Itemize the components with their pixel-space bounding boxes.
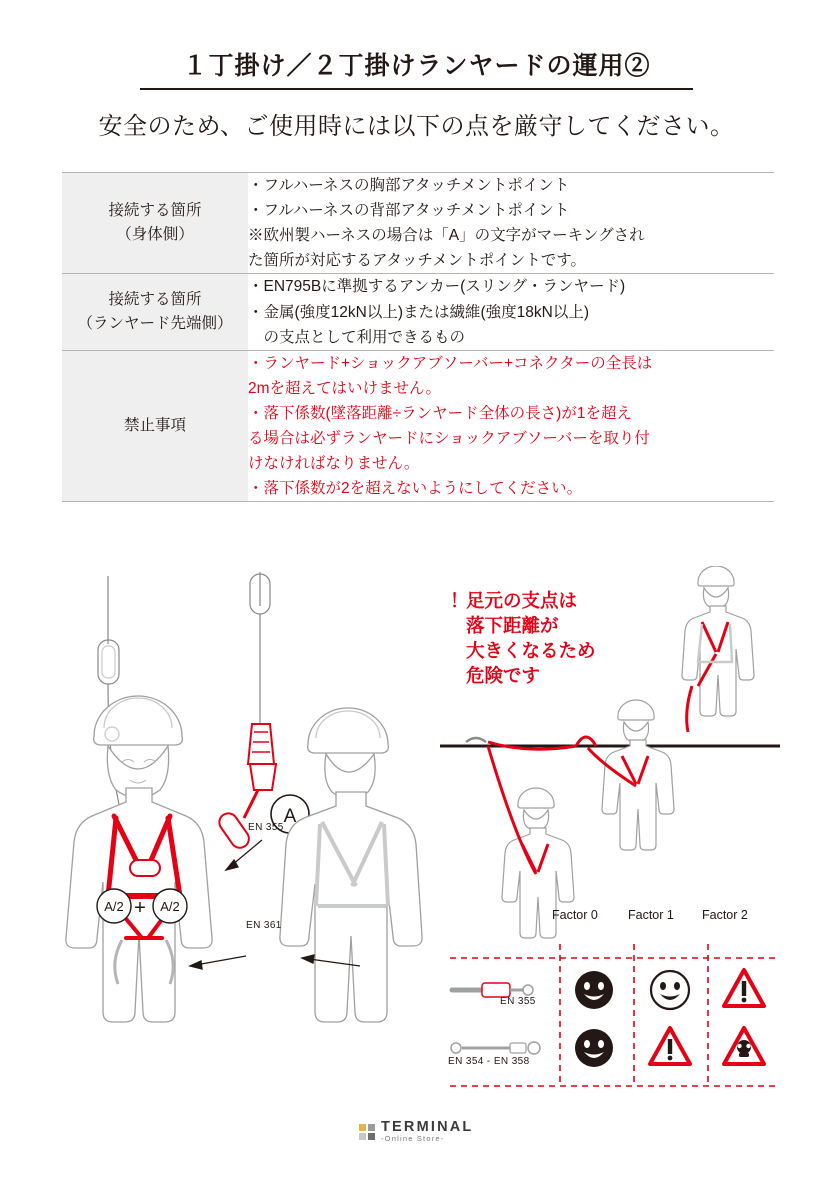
table-cell-line: けなければなりません。 [248, 455, 420, 473]
table-cell-line: の支点として利用できるもの [248, 328, 466, 346]
factor-row2-label: EN 354 - EN 358 [448, 1056, 530, 1067]
factor-row1-label: EN 355 [500, 996, 536, 1007]
table-cell-line: ・落下係数(墜落距離÷ランヤード全体の長さ)が1を超え [248, 404, 632, 422]
table-cell-line: ・EN795Bに準拠するアンカー(スリング・ランヤード) [248, 278, 626, 296]
table-cell-line: ※欧州製ハーネスの場合は「A」の文字がマーキングされ [248, 227, 645, 245]
harness-illustration [30, 566, 450, 1026]
illustration-area [0, 556, 833, 1116]
requirements-table [62, 172, 774, 502]
table-row-header-line: （身体側） [116, 226, 194, 244]
table-cell-line: ・金属(強度12kN以上)または繊維(強度18kN以上) [248, 303, 590, 321]
table-cell-line: ・ランヤード+ショックアブソーバー+コネクターの全長は [248, 354, 653, 372]
warning-line: 足元の支点は [466, 590, 578, 611]
fall-factor-illustration [440, 566, 810, 1106]
warning-line: 大きくなるため [466, 640, 596, 662]
logo-sub-text: -Online Store- [380, 1134, 445, 1144]
brand-logo [359, 1120, 473, 1143]
logo-squares-icon [359, 1124, 375, 1140]
label-en361-left: EN 361 [246, 920, 282, 931]
table-row-body [248, 173, 774, 274]
factor-2-label: Factor 2 [702, 908, 748, 922]
footer [0, 1118, 833, 1143]
warning-line: 危険です [466, 665, 541, 687]
table-cell-line: ・フルハーネスの胸部アタッチメントポイント [248, 177, 570, 194]
table-cell-line: た箇所が対応するアタッチメントポイントです。 [248, 252, 587, 270]
table-cell-line: ・フルハーネスの背部アタッチメントポイント [248, 202, 570, 220]
table-row [62, 350, 774, 502]
table-row-body [248, 274, 774, 350]
table-row [62, 274, 774, 350]
svg-text:+: + [134, 897, 146, 919]
table-row-header-line: 禁止事項 [123, 417, 186, 435]
table-row-header [62, 274, 248, 350]
label-en355-left: EN 355 [248, 822, 284, 833]
factor-0-label: Factor 0 [552, 908, 598, 922]
table-cell-line: ・落下係数が2を超えないようにしてください。 [248, 480, 583, 498]
page-subtitle: 安全のため、ご使用時には以下の点を厳守してください。 [98, 113, 735, 140]
table-row-header [62, 173, 248, 274]
svg-text:A/2: A/2 [104, 899, 124, 914]
table-row-header-line: 接続する箇所 [108, 291, 202, 309]
exclamation-icon: ！ [450, 590, 469, 611]
svg-text:A: A [283, 806, 297, 827]
table-row-header [62, 350, 248, 502]
table-cell-line: る場合は必ずランヤードにショックアブソーバーを取り付 [248, 430, 650, 448]
warning-line: 落下距離が [466, 615, 559, 637]
table-row-body [248, 350, 774, 502]
page-title [0, 46, 833, 90]
table-row-header-line: （ランヤード先端側） [77, 315, 233, 333]
factor-1-label: Factor 1 [628, 908, 674, 922]
page-title-text: １丁掛け／２丁掛けランヤードの運用② [182, 52, 651, 80]
logo-main-text: TERMINAL [380, 1119, 474, 1136]
title-divider [140, 88, 693, 90]
table-cell-line: 2mを超えてはいけません。 [248, 379, 441, 397]
table-row-header-line: 接続する箇所 [108, 202, 202, 220]
table-row [62, 173, 774, 274]
svg-text:A/2: A/2 [160, 899, 180, 914]
